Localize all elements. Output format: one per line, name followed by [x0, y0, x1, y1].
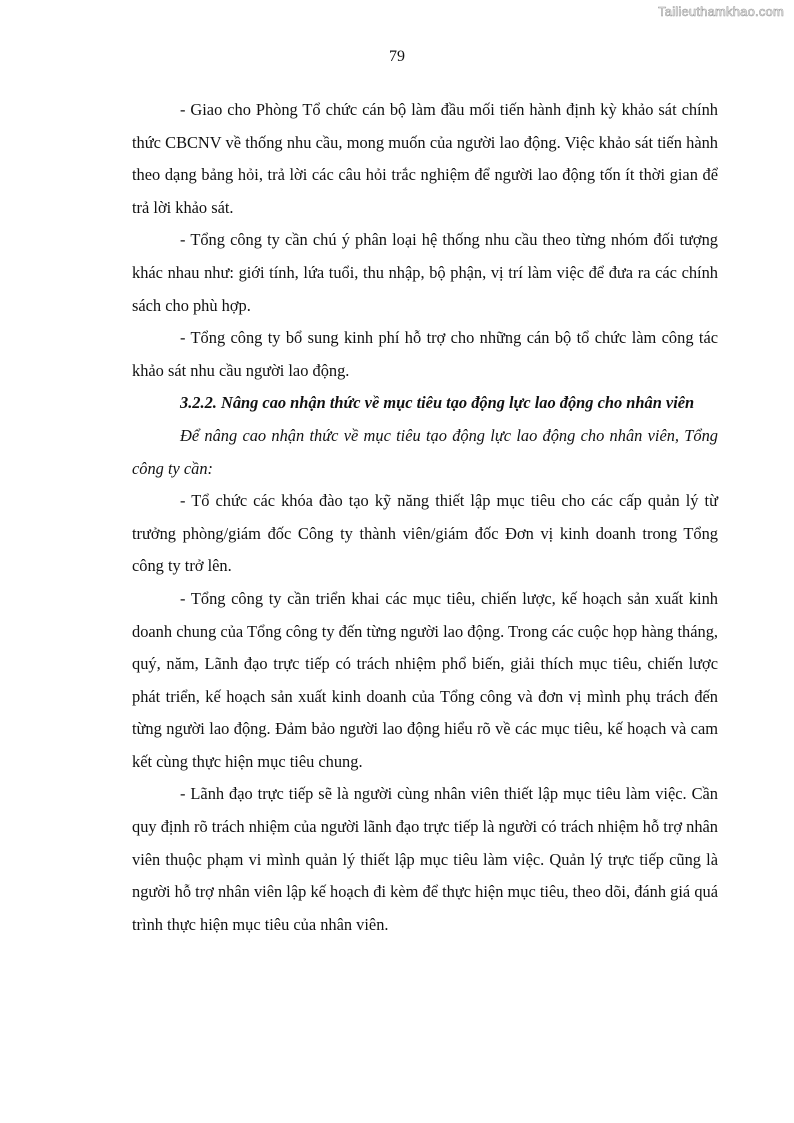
paragraph-survey-assignment: - Giao cho Phòng Tổ chức cán bộ làm đầu mối tiến hành định kỳ khảo sát chính thức CBCNV về thống nhu cầu, mong muốn của người lao động. Việc khảo sát tiến hành theo dạng bảng hỏi, trả lời các câu hỏi trắc nghiệm để người lao động tốn ít thời gian để trả lời khảo sát. — [132, 100, 718, 217]
paragraph-goal-training: - Tổ chức các khóa đào tạo kỹ năng thiết lập mục tiêu cho các cấp quản lý từ trưởng phòng/giám đốc Công ty thành viên/giám đốc Đơn vị kinh doanh trong Tổng công ty trở lên. — [132, 491, 718, 576]
paragraph-strategy-deployment: - Tổng công ty cần triển khai các mục tiêu, chiến lược, kế hoạch sản xuất kinh doanh chung của Tổng công ty đến từng người lao động. Trong các cuộc họp hàng tháng, quý, năm, Lãnh đạo trực tiếp có trách nhiệm phổ biến, giải thích mục tiêu, chiến lược phát triển, kế hoạch sản xuất kinh doanh của Tổng công và đơn vị mình phụ trách đến từng người lao động. Đảm bảo người lao động hiểu rõ về các mục tiêu, kế hoạch và cam kết cùng thực hiện mục tiêu chung. — [132, 588, 718, 771]
paragraph-direct-leadership: - Lãnh đạo trực tiếp sẽ là người cùng nhân viên thiết lập mục tiêu làm việc. Cần quy định rõ trách nhiệm của người lãnh đạo trực tiếp là người có trách nhiệm hỗ trợ nhân viên thuộc phạm vi mình quản lý thiết lập mục tiêu làm việc. Quản lý trực tiếp cũng là người hỗ trợ nhân viên lập kế hoạch đi kèm để thực hiện mục tiêu, theo dõi, đánh giá quá trình thực hiện mục tiêu của nhân viên. — [132, 784, 718, 934]
paragraph-intro-italic: Để nâng cao nhận thức về mục tiêu tạo động lực lao động cho nhân viên, Tổng công ty cần: — [132, 425, 718, 478]
paragraph-needs-classification: - Tổng công ty cần chú ý phân loại hệ thống nhu cầu theo từng nhóm đối tượng khác nhau như: giới tính, lứa tuổi, thu nhập, bộ phận, vị trí làm việc để đưa ra các chính sách cho phù hợp. — [132, 230, 718, 315]
section-heading-3-2-2: 3.2.2. Nâng cao nhận thức về mục tiêu tạo động lực lao động cho nhân viên — [180, 393, 695, 413]
paragraph-funding-support: - Tổng công ty bổ sung kinh phí hỗ trợ cho những cán bộ tổ chức làm công tác khảo sát nhu cầu người lao động. — [132, 328, 718, 380]
page-number: 79 — [389, 48, 405, 65]
document-body — [132, 94, 718, 941]
watermark-text: Tailieuthamkhao.com — [658, 4, 784, 19]
